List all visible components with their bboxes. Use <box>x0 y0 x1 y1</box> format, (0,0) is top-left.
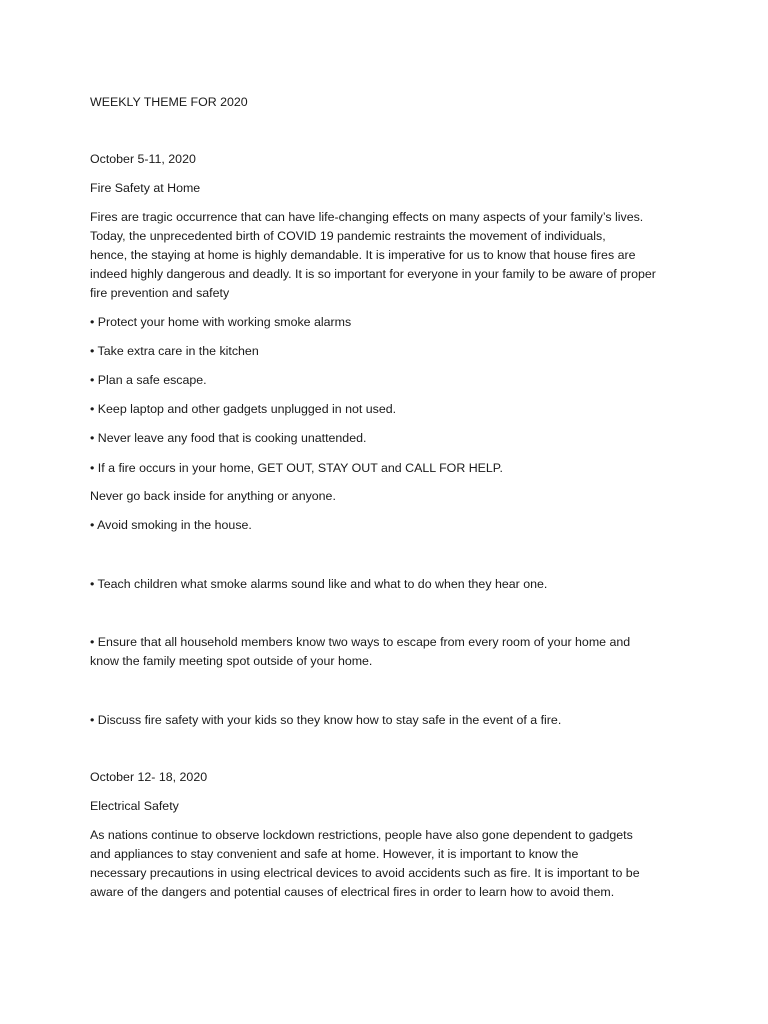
bullet-item <box>90 633 680 671</box>
paragraph-line: fire prevention and safety <box>90 286 230 300</box>
paragraph-line: know the family meeting spot outside of your home. <box>90 654 373 668</box>
paragraph-line: necessary precautions in using electrical devices to avoid accidents such as fire. It is important to be <box>90 866 640 880</box>
paragraph-line: Today, the unprecedented birth of COVID 19 pandemic restraints the movement of individuals, <box>90 229 606 243</box>
paragraph-line: and appliances to stay convenient and safe at home. However, it is important to know the <box>90 847 579 861</box>
document-heading: WEEKLY THEME FOR 2020 <box>90 95 248 109</box>
section-intro-paragraph <box>90 826 680 902</box>
section-date: October 5-11, 2020 <box>90 152 196 166</box>
bullet-item: • Teach children what smoke alarms sound like and what to do when they hear one. <box>90 577 548 591</box>
note-line: Never go back inside for anything or anyone. <box>90 489 336 503</box>
section-date: October 12- 18, 2020 <box>90 770 208 784</box>
paragraph-line: hence, the staying at home is highly demandable. It is imperative for us to know that house fires are <box>90 248 636 262</box>
bullet-item: • Never leave any food that is cooking unattended. <box>90 431 367 445</box>
bullet-item: • Protect your home with working smoke alarms <box>90 315 352 329</box>
bullet-item: • Keep laptop and other gadgets unplugged in not used. <box>90 402 397 416</box>
bullet-item: • Plan a safe escape. <box>90 373 207 387</box>
section-intro-paragraph <box>90 208 680 303</box>
paragraph-line: Fires are tragic occurrence that can have life-changing effects on many aspects of your family’s lives. <box>90 210 644 224</box>
paragraph-line: • Ensure that all household members know two ways to escape from every room of your home and <box>90 635 631 649</box>
paragraph-line: aware of the dangers and potential causes of electrical fires in order to learn how to avoid them. <box>90 885 615 899</box>
bullet-item: • Avoid smoking in the house. <box>90 518 252 532</box>
section-title: Electrical Safety <box>90 799 179 813</box>
bullet-item: • Take extra care in the kitchen <box>90 344 259 358</box>
paragraph-line: As nations continue to observe lockdown restrictions, people have also gone dependent to gadgets <box>90 828 633 842</box>
bullet-item: • Discuss fire safety with your kids so they know how to stay safe in the event of a fire. <box>90 713 562 727</box>
section-title: Fire Safety at Home <box>90 181 201 195</box>
bullet-item: • If a fire occurs in your home, GET OUT, STAY OUT and CALL FOR HELP. <box>90 461 503 475</box>
paragraph-line: indeed highly dangerous and deadly. It is so important for everyone in your family to be aware of proper <box>90 267 656 281</box>
